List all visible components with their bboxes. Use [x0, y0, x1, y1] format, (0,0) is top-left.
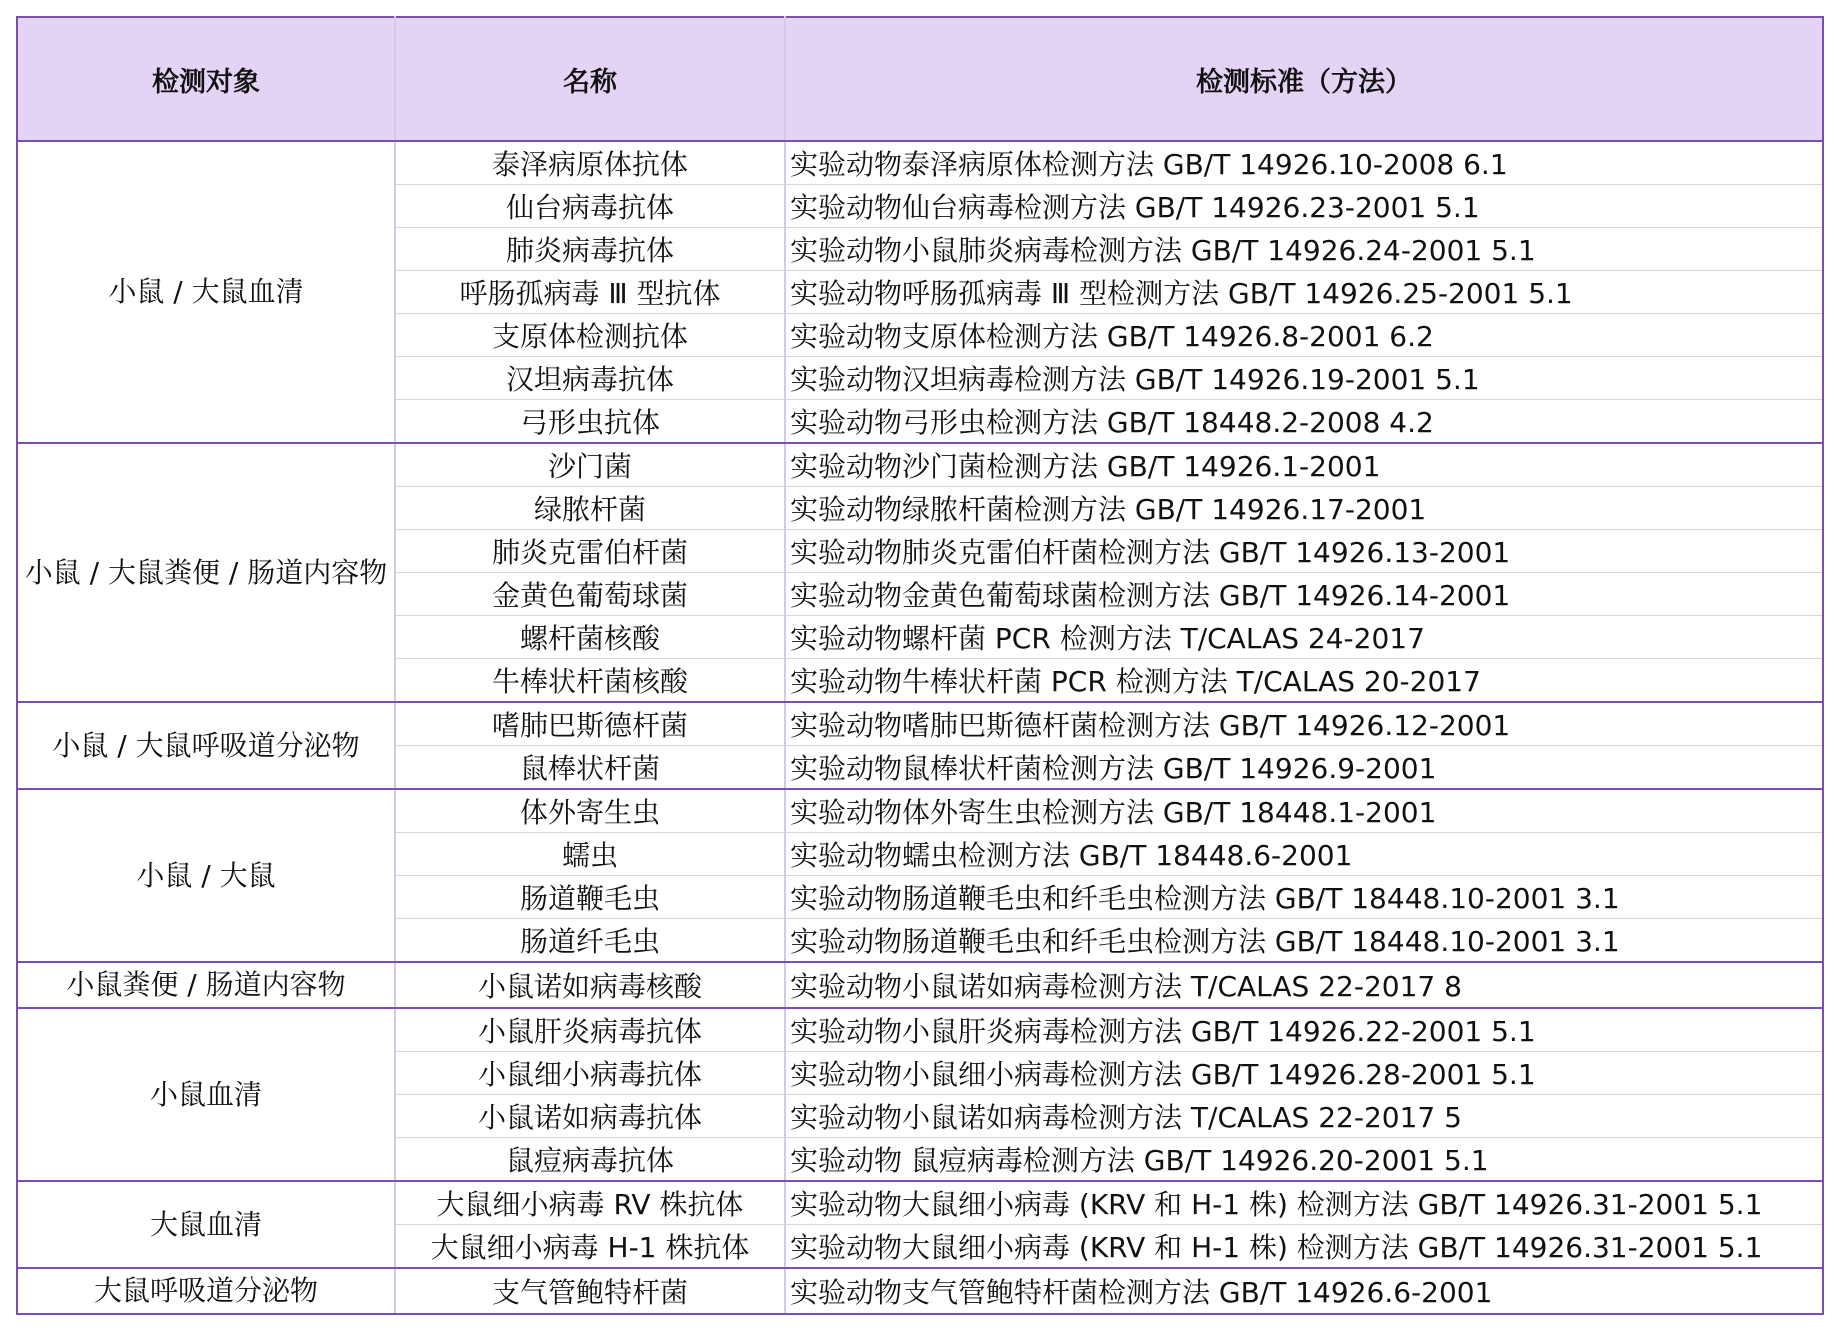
- detection-object-cell: 小鼠 / 大鼠: [17, 789, 395, 962]
- header-detection-standard: 检测标准（方法）: [785, 17, 1823, 141]
- detection-table-container: [16, 16, 1822, 1315]
- item-name-cell: 小鼠诺如病毒核酸: [395, 962, 785, 1008]
- detection-standard-cell: 实验动物大鼠细小病毒 (KRV 和 H-1 株) 检测方法 GB/T 14926.31-2001 5.1: [785, 1225, 1823, 1269]
- item-name-cell: 肺炎克雷伯杆菌: [395, 530, 785, 573]
- detection-standard-cell: 实验动物 鼠痘病毒检测方法 GB/T 14926.20-2001 5.1: [785, 1138, 1823, 1182]
- detection-standard-cell: 实验动物体外寄生虫检测方法 GB/T 18448.1-2001: [785, 789, 1823, 833]
- item-name-cell: 汉坦病毒抗体: [395, 357, 785, 400]
- detection-standard-cell: 实验动物嗜肺巴斯德杆菌检测方法 GB/T 14926.12-2001: [785, 702, 1823, 746]
- item-name-cell: 体外寄生虫: [395, 789, 785, 833]
- item-name-cell: 支气管鲍特杆菌: [395, 1268, 785, 1314]
- item-name-cell: 小鼠诺如病毒抗体: [395, 1095, 785, 1138]
- detection-standard-cell: 实验动物肠道鞭毛虫和纤毛虫检测方法 GB/T 18448.10-2001 3.1: [785, 919, 1823, 963]
- item-name-cell: 肠道鞭毛虫: [395, 876, 785, 919]
- detection-standard-cell: 实验动物绿脓杆菌检测方法 GB/T 14926.17-2001: [785, 487, 1823, 530]
- item-name-cell: 金黄色葡萄球菌: [395, 573, 785, 616]
- detection-standard-cell: 实验动物肠道鞭毛虫和纤毛虫检测方法 GB/T 18448.10-2001 3.1: [785, 876, 1823, 919]
- detection-object-cell: 小鼠 / 大鼠呼吸道分泌物: [17, 702, 395, 789]
- detection-standard-cell: 实验动物沙门菌检测方法 GB/T 14926.1-2001: [785, 443, 1823, 487]
- table-row: [17, 443, 1823, 487]
- detection-object-cell: 大鼠血清: [17, 1181, 395, 1268]
- table-row: [17, 1008, 1823, 1052]
- item-name-cell: 鼠痘病毒抗体: [395, 1138, 785, 1182]
- item-name-cell: 呼肠孤病毒 Ⅲ 型抗体: [395, 271, 785, 314]
- item-name-cell: 绿脓杆菌: [395, 487, 785, 530]
- detection-object-cell: 大鼠呼吸道分泌物: [17, 1268, 395, 1314]
- detection-standard-cell: 实验动物小鼠诺如病毒检测方法 T/CALAS 22-2017 5: [785, 1095, 1823, 1138]
- item-name-cell: 小鼠肝炎病毒抗体: [395, 1008, 785, 1052]
- item-name-cell: 小鼠细小病毒抗体: [395, 1052, 785, 1095]
- table-row: [17, 789, 1823, 833]
- table-row: [17, 1181, 1823, 1225]
- detection-standard-cell: 实验动物小鼠细小病毒检测方法 GB/T 14926.28-2001 5.1: [785, 1052, 1823, 1095]
- table-row: [17, 141, 1823, 185]
- item-name-cell: 大鼠细小病毒 RV 株抗体: [395, 1181, 785, 1225]
- item-name-cell: 蠕虫: [395, 833, 785, 876]
- table-row: [17, 962, 1823, 1008]
- item-name-cell: 螺杆菌核酸: [395, 616, 785, 659]
- item-name-cell: 嗜肺巴斯德杆菌: [395, 702, 785, 746]
- detection-standard-cell: 实验动物蠕虫检测方法 GB/T 18448.6-2001: [785, 833, 1823, 876]
- detection-standard-cell: 实验动物小鼠肝炎病毒检测方法 GB/T 14926.22-2001 5.1: [785, 1008, 1823, 1052]
- detection-object-cell: 小鼠血清: [17, 1008, 395, 1181]
- detection-standard-cell: 实验动物弓形虫检测方法 GB/T 18448.2-2008 4.2: [785, 400, 1823, 444]
- detection-standard-cell: 实验动物金黄色葡萄球菌检测方法 GB/T 14926.14-2001: [785, 573, 1823, 616]
- detection-standard-cell: 实验动物支气管鲍特杆菌检测方法 GB/T 14926.6-2001: [785, 1268, 1823, 1314]
- item-name-cell: 弓形虫抗体: [395, 400, 785, 444]
- table-row: [17, 1268, 1823, 1314]
- detection-standard-cell: 实验动物小鼠诺如病毒检测方法 T/CALAS 22-2017 8: [785, 962, 1823, 1008]
- item-name-cell: 牛棒状杆菌核酸: [395, 659, 785, 703]
- detection-standard-cell: 实验动物支原体检测方法 GB/T 14926.8-2001 6.2: [785, 314, 1823, 357]
- item-name-cell: 肠道纤毛虫: [395, 919, 785, 963]
- detection-object-cell: 小鼠粪便 / 肠道内容物: [17, 962, 395, 1008]
- detection-standard-cell: 实验动物小鼠肺炎病毒检测方法 GB/T 14926.24-2001 5.1: [785, 228, 1823, 271]
- detection-standard-cell: 实验动物大鼠细小病毒 (KRV 和 H-1 株) 检测方法 GB/T 14926.31-2001 5.1: [785, 1181, 1823, 1225]
- item-name-cell: 沙门菌: [395, 443, 785, 487]
- detection-standard-cell: 实验动物鼠棒状杆菌检测方法 GB/T 14926.9-2001: [785, 746, 1823, 790]
- item-name-cell: 支原体检测抗体: [395, 314, 785, 357]
- table-header: [17, 17, 1823, 141]
- table-row: [17, 702, 1823, 746]
- detection-standard-cell: 实验动物汉坦病毒检测方法 GB/T 14926.19-2001 5.1: [785, 357, 1823, 400]
- detection-standard-cell: 实验动物呼肠孤病毒 Ⅲ 型检测方法 GB/T 14926.25-2001 5.1: [785, 271, 1823, 314]
- detection-standard-cell: 实验动物螺杆菌 PCR 检测方法 T/CALAS 24-2017: [785, 616, 1823, 659]
- detection-standard-cell: 实验动物牛棒状杆菌 PCR 检测方法 T/CALAS 20-2017: [785, 659, 1823, 703]
- item-name-cell: 肺炎病毒抗体: [395, 228, 785, 271]
- item-name-cell: 大鼠细小病毒 H-1 株抗体: [395, 1225, 785, 1269]
- item-name-cell: 仙台病毒抗体: [395, 185, 785, 228]
- header-row: [17, 17, 1823, 141]
- detection-standard-cell: 实验动物泰泽病原体检测方法 GB/T 14926.10-2008 6.1: [785, 141, 1823, 185]
- detection-object-cell: 小鼠 / 大鼠血清: [17, 141, 395, 443]
- detection-standard-cell: 实验动物肺炎克雷伯杆菌检测方法 GB/T 14926.13-2001: [785, 530, 1823, 573]
- header-name: 名称: [395, 17, 785, 141]
- detection-object-cell: 小鼠 / 大鼠粪便 / 肠道内容物: [17, 443, 395, 702]
- detection-standard-cell: 实验动物仙台病毒检测方法 GB/T 14926.23-2001 5.1: [785, 185, 1823, 228]
- item-name-cell: 鼠棒状杆菌: [395, 746, 785, 790]
- detection-standards-table: [16, 16, 1824, 1315]
- item-name-cell: 泰泽病原体抗体: [395, 141, 785, 185]
- table-body: [17, 141, 1823, 1314]
- header-detection-object: 检测对象: [17, 17, 395, 141]
